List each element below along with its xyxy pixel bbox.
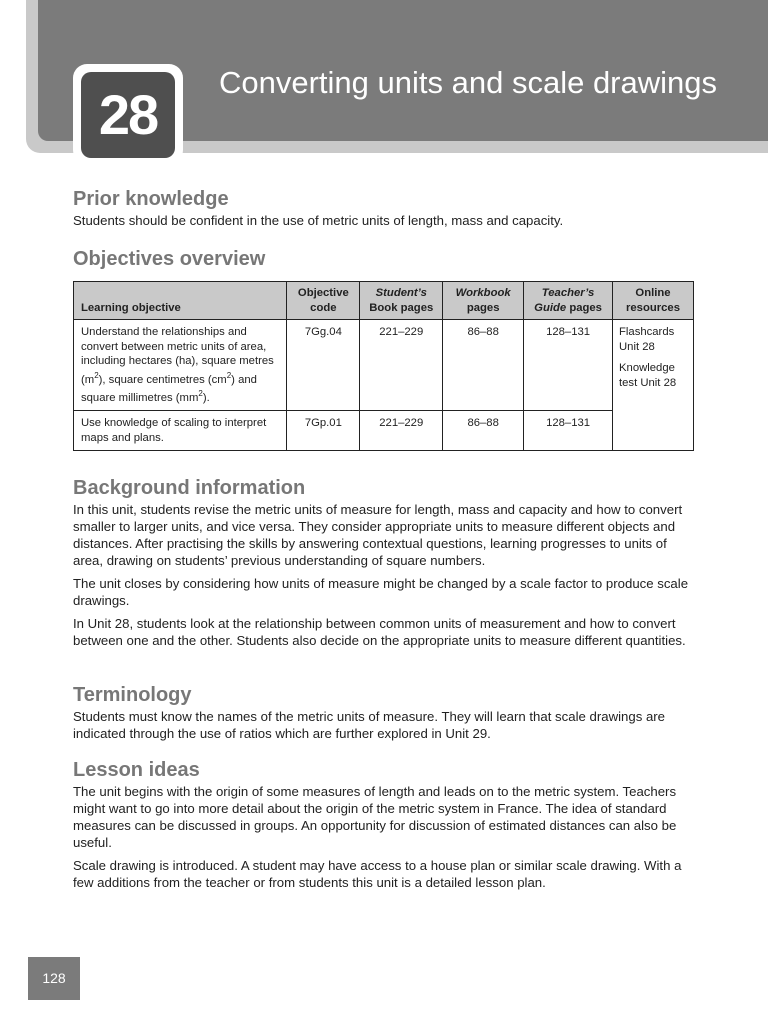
section-prior-knowledge xyxy=(73,186,563,229)
resource-knowledge-test: Knowledge test Unit 28 xyxy=(619,362,677,389)
workbook-cell: 86–88 xyxy=(443,320,524,411)
col-students-book: Student’s Book pages xyxy=(360,282,443,320)
section-background xyxy=(73,475,695,649)
prior-knowledge-text: Students should be confident in the use of metric units of length, mass and capacity. xyxy=(73,213,564,228)
table-row xyxy=(74,411,694,451)
code-cell: 7Gg.04 xyxy=(287,320,360,411)
lesson-ideas-paragraph: The unit begins with the origin of some measures of length and leads on to the metric system. Teachers might want to go into more detail about the origin of the metric system in France. The idea of standard measures can be discussed in groups. An opportunity for discussion of estimated distances can also be useful. xyxy=(73,784,677,850)
background-paragraph: In Unit 28, students look at the relationship between common units of measurement and how to convert between one and the other. Students also decide on the appropriate units to measure different quantities. xyxy=(73,616,686,648)
section-terminology xyxy=(73,682,695,742)
section-lesson-ideas xyxy=(73,757,695,891)
section-objectives xyxy=(73,246,265,272)
table-header-row xyxy=(74,282,694,320)
online-resources-cell xyxy=(613,320,694,451)
col-teachers-guide: Teacher’s Guide pages xyxy=(524,282,613,320)
students-book-cell: 221–229 xyxy=(360,320,443,411)
background-heading: Background information xyxy=(73,477,306,499)
objective-cell: Understand the relationships and convert between metric units of area, including hectares (ha), square metres $(m^2)$, square centimetres $(cm^2)$ and square millimetres $(mm^2)$. xyxy=(74,320,287,411)
teachers-guide-cell: 128–131 xyxy=(524,411,613,451)
background-paragraph: The unit closes by considering how units of measure might be changed by a scale factor to produce scale drawings. xyxy=(73,576,689,608)
objectives-table xyxy=(73,281,694,451)
resource-flashcards: Flashcards Unit 28 xyxy=(619,326,675,353)
unit-title: Converting units and scale drawings xyxy=(219,65,717,100)
col-learning-objective: Learning objective xyxy=(74,282,287,320)
lesson-ideas-heading: Lesson ideas xyxy=(73,759,200,781)
terminology-heading: Terminology xyxy=(73,684,192,706)
page-number: 128 xyxy=(28,957,80,1000)
workbook-cell: 86–88 xyxy=(443,411,524,451)
objectives-heading: Objectives overview xyxy=(73,248,266,270)
col-workbook: Workbook pages xyxy=(443,282,524,320)
unit-number: 28 xyxy=(81,72,175,158)
terminology-text: Students must know the names of the metric units of measure. They will learn that scale drawings are indicated through the use of ratios which are further explored in Unit 29. xyxy=(73,709,666,741)
teachers-guide-cell: 128–131 xyxy=(524,320,613,411)
objective-cell: Use knowledge of scaling to interpret maps and plans. xyxy=(74,411,287,451)
col-objective-code: Objective code xyxy=(287,282,360,320)
lesson-ideas-paragraph: Scale drawing is introduced. A student may have access to a house plan or similar scale drawing. With a few additions from the teacher or from students this unit is a detailed lesson plan. xyxy=(73,858,682,890)
background-paragraph: In this unit, students revise the metric units of measure for length, mass and capacity and how to convert smaller to larger units, and vice versa. They consider appropriate units to measure different objects and distances. After practising the skills by answering contextual questions, learning progresses to units of area, drawing on students’ previous understanding of square numbers. xyxy=(73,502,683,568)
code-cell: 7Gp.01 xyxy=(287,411,360,451)
col-online-resources: Online resources xyxy=(613,282,694,320)
prior-knowledge-heading: Prior knowledge xyxy=(73,188,229,210)
students-book-cell: 221–229 xyxy=(360,411,443,451)
table-row xyxy=(74,320,694,411)
